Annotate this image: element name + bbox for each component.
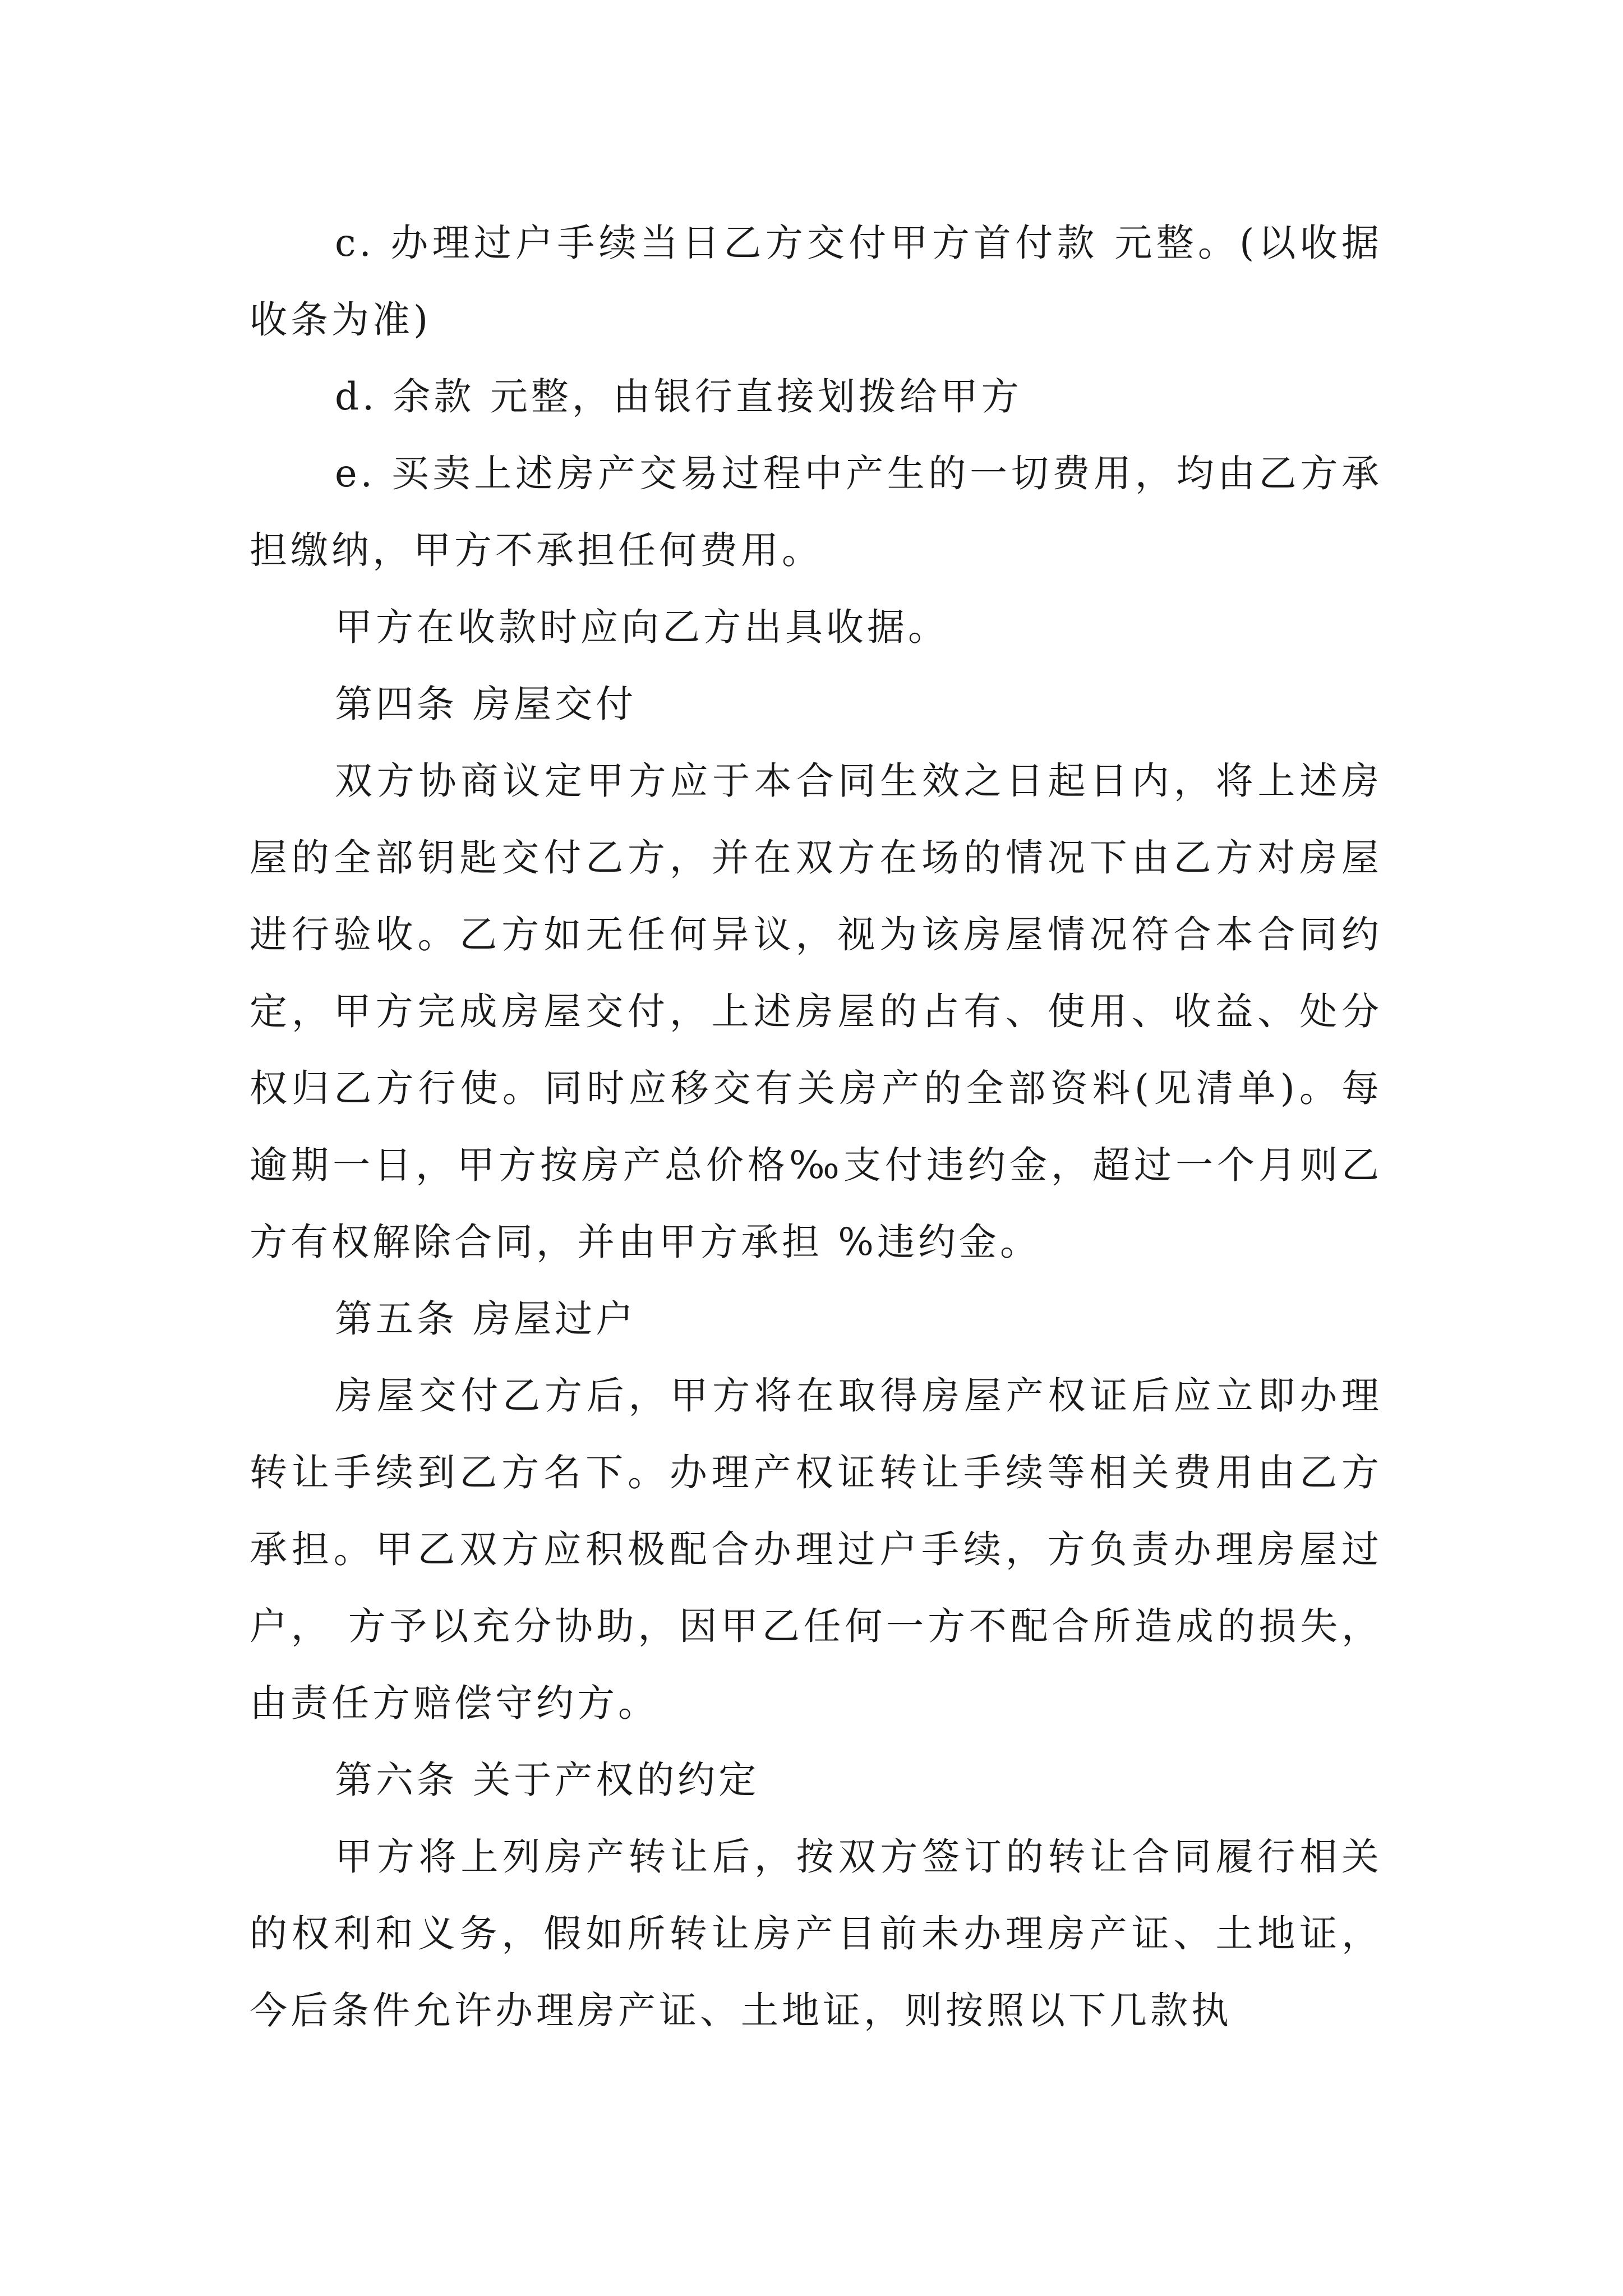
article-6-body: 甲方将上列房产转让后，按双方签订的转让合同履行相关的权利和义务，假如所转让房产目前未办理房产证、土地证，今后条件允许办理房产证、土地证，则按照以下几款执 — [250, 1835, 1382, 2032]
article-5-body: 房屋交付乙方后，甲方将在取得房屋产权证后应立即办理转让手续到乙方名下。办理产权证转让手续等相关费用由乙方承担。甲乙双方应积极配合办理过户手续，方负责办理房屋过户， 方予以充分协助，因甲乙任何一方不配合所造成的损失，由责任方赔偿守约方。 — [250, 1374, 1382, 1725]
article-5-heading: 第五条 房屋过户 — [335, 1297, 637, 1341]
paragraph-receipt: 甲方在收款时应向乙方出具收据。 — [335, 605, 949, 649]
paragraph-fees: e. 买卖上述房产交易过程中产生的一切费用，均由乙方承担缴纳，甲方不承担任何费用。 — [250, 452, 1382, 572]
article-4-body: 双方协商议定甲方应于本合同生效之日起日内，将上述房屋的全部钥匙交付乙方，并在双方在场的情况下由乙方对房屋进行验收。乙方如无任何异议，视为该房屋情况符合本合同约定，甲方完成房屋交付，上述房屋的占有、使用、收益、处分权归乙方行使。同时应移交有关房产的全部资料(见清单)。每逾期一日，甲方按房产总价格‰支付违约金，超过一个月则乙方有权解除合同，并由甲方承担 %违约金。 — [250, 759, 1382, 1264]
paragraph-down-payment: c. 办理过户手续当日乙方交付甲方首付款 元整。(以收据收条为准) — [250, 221, 1382, 342]
article-6-heading: 第六条 关于产权的约定 — [335, 1758, 760, 1802]
article-4-heading: 第四条 房屋交付 — [335, 682, 637, 726]
document-body — [250, 205, 1382, 2049]
paragraph-balance: d. 余款 元整，由银行直接划拨给甲方 — [335, 375, 1022, 418]
